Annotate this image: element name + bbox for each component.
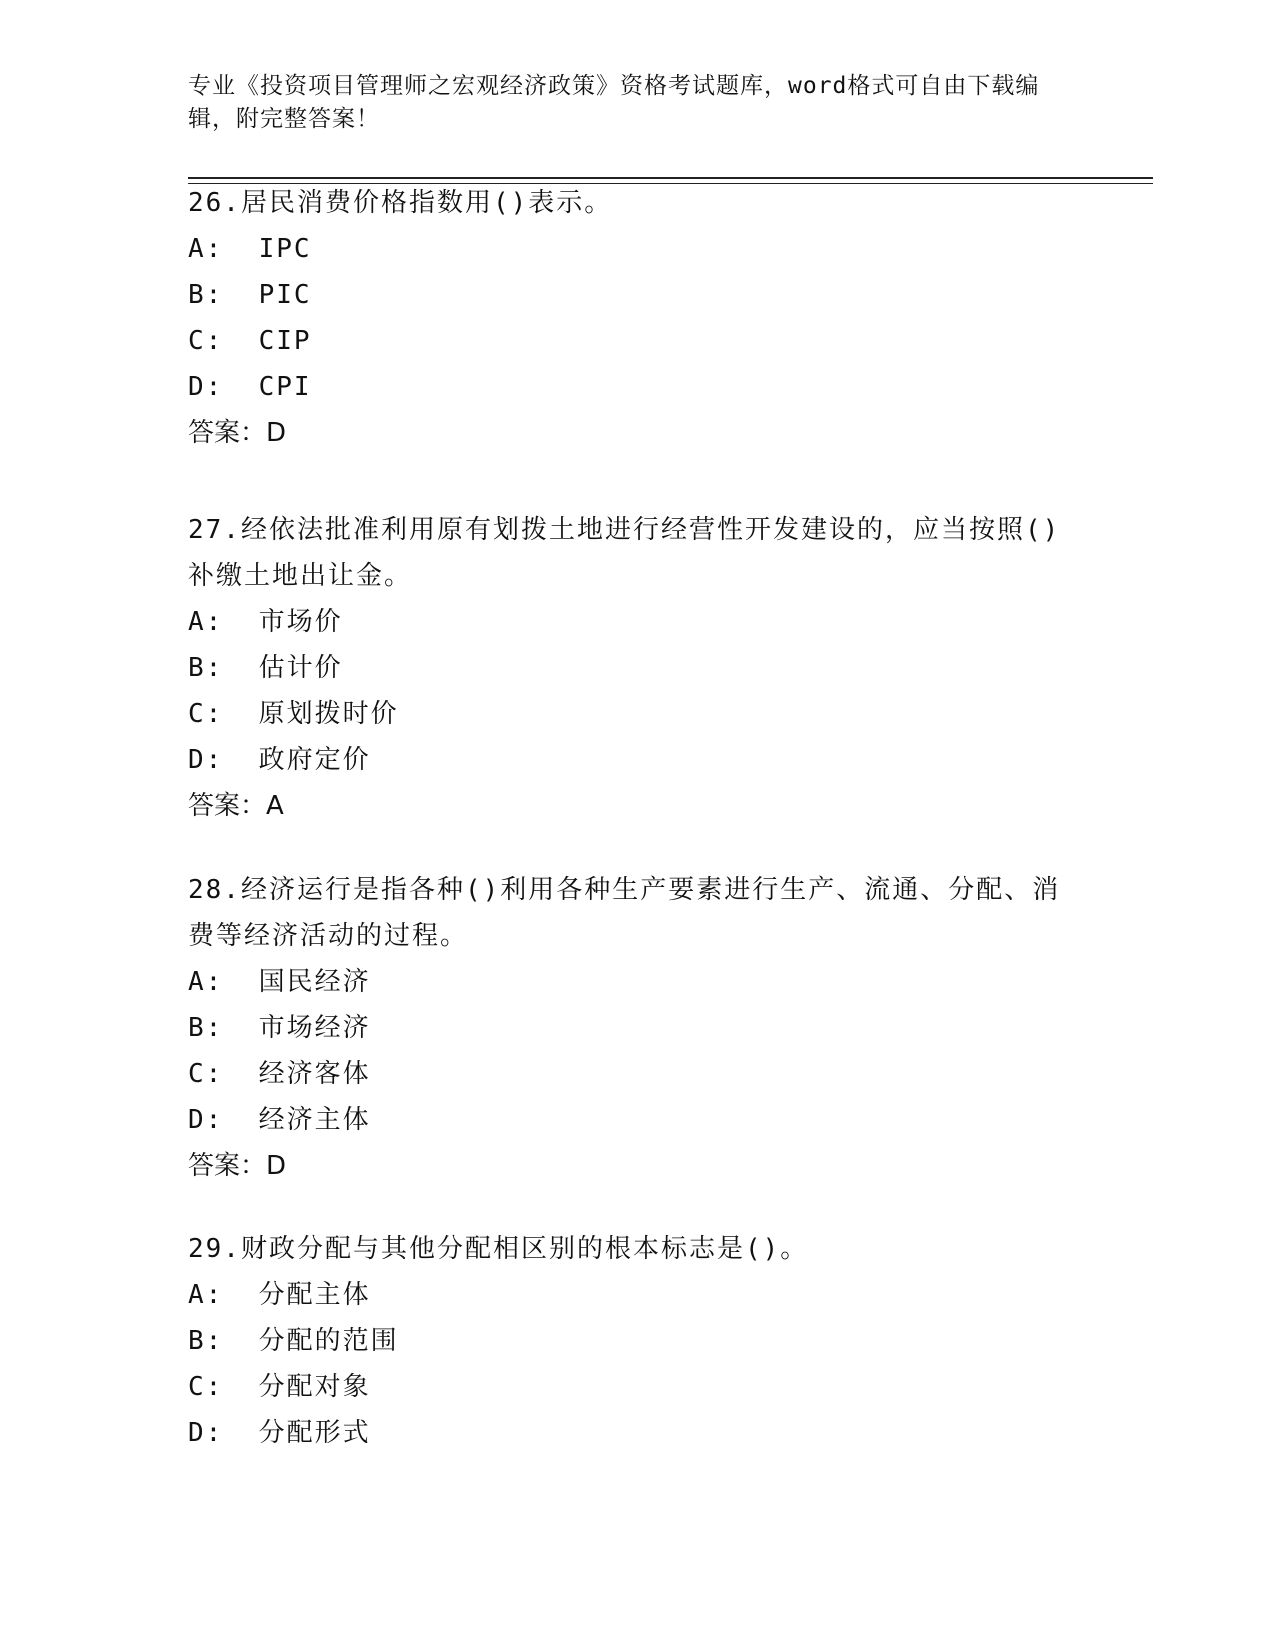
answer-line: 答案：D [188,1151,287,1181]
question-stem: 26.居民消费价格指数用()表示。 [188,188,613,218]
option-d: D: CPI [188,372,312,402]
option-c: C: 原划拨时价 [188,699,399,729]
option-c: C: 分配对象 [188,1372,371,1402]
question-stem: 27.经依法批准利用原有划拨土地进行经营性开发建设的，应当按照()补缴土地出让金。 [188,515,1061,591]
question-27 [188,507,1068,829]
header-divider-thick [188,177,1153,179]
question-28 [188,867,1068,1189]
option-b: B: 市场经济 [188,1013,371,1043]
option-b: B: PIC [188,280,312,310]
option-b: B: 分配的范围 [188,1326,399,1356]
option-d: D: 经济主体 [188,1105,371,1135]
option-a: A: 国民经济 [188,967,371,997]
question-stem: 28.经济运行是指各种()利用各种生产要素进行生产、流通、分配、消费等经济活动的过程。 [188,875,1061,951]
answer-line: 答案：A [188,791,284,821]
question-26 [188,180,1068,456]
option-b: B: 估计价 [188,653,343,683]
option-a: A: 市场价 [188,607,343,637]
question-29 [188,1226,1068,1456]
option-c: C: 经济客体 [188,1059,371,1089]
option-c: C: CIP [188,326,312,356]
option-d: D: 分配形式 [188,1418,371,1448]
option-a: A: 分配主体 [188,1280,371,1310]
answer-line: 答案：D [188,418,287,448]
question-stem: 29.财政分配与其他分配相区别的根本标志是()。 [188,1234,809,1264]
option-d: D: 政府定价 [188,745,371,775]
document-header-text: 专业《投资项目管理师之宏观经济政策》资格考试题库，word格式可自由下载编辑，附完整答案！ [188,73,1040,132]
option-a: A: IPC [188,234,312,264]
